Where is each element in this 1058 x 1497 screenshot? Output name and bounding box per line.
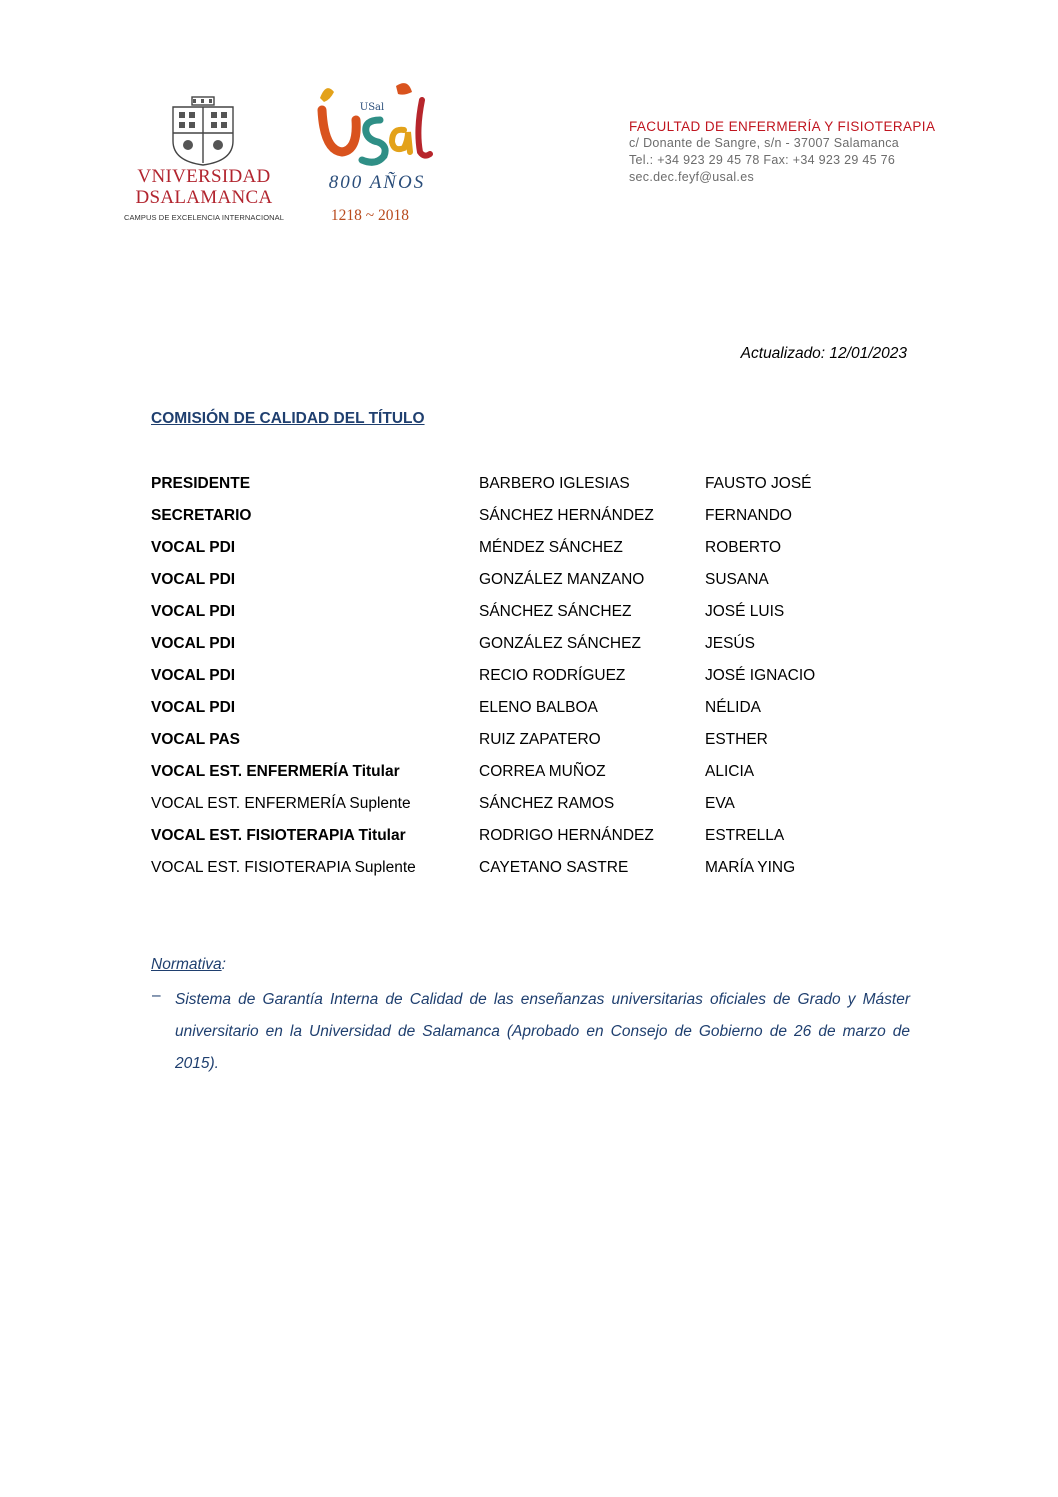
member-firstname: NÉLIDA <box>705 699 761 716</box>
member-role: VOCAL EST. ENFERMERÍA Titular <box>151 763 400 780</box>
university-crest-logo <box>163 95 243 167</box>
member-firstname: ALICIA <box>705 763 755 780</box>
normativa-text: Sistema de Garantía Interna de Calidad de las enseñanzas universitarias oficiales de Grado y Máster universitario en la Universidad de Salamanca (Aprobado en Consejo de Gobierno de 26 de marzo de 2015). <box>175 991 910 1072</box>
member-role: VOCAL PAS <box>151 731 240 748</box>
faculty-email: sec.dec.feyf@usal.es <box>629 170 754 184</box>
member-firstname: JOSÉ LUIS <box>705 603 785 620</box>
university-name-line1: VNIVERSIDAD <box>137 166 271 187</box>
anniversary-dates: 1218 ~ 2018 <box>330 207 410 224</box>
member-firstname: ROBERTO <box>705 539 782 556</box>
member-role: VOCAL EST. FISIOTERAPIA Suplente <box>151 859 416 876</box>
faculty-phone-fax: Tel.: +34 923 29 45 78 Fax: +34 923 29 45 76 <box>629 153 896 167</box>
member-row <box>151 568 911 600</box>
member-row <box>151 856 911 888</box>
member-firstname: SUSANA <box>705 571 769 588</box>
anniversary-logo-text: USal <box>359 102 385 113</box>
anniversary-logo <box>312 80 437 175</box>
member-row <box>151 824 911 856</box>
member-row <box>151 792 911 824</box>
member-role: VOCAL PDI <box>151 539 236 556</box>
member-role: VOCAL EST. FISIOTERAPIA Titular <box>151 827 406 844</box>
normativa-heading <box>151 956 226 974</box>
member-firstname: FERNANDO <box>705 507 792 524</box>
member-surname: BARBERO IGLESIAS <box>479 475 630 492</box>
member-row <box>151 504 911 536</box>
normativa-colon: : <box>221 956 226 973</box>
member-row <box>151 632 911 664</box>
member-firstname: ESTRELLA <box>705 827 785 844</box>
member-role: VOCAL PDI <box>151 603 236 620</box>
member-row <box>151 536 911 568</box>
member-role: VOCAL PDI <box>151 699 236 716</box>
university-name-line2: DSALAMANCA <box>135 187 273 208</box>
university-campus-tagline: CAMPUS DE EXCELENCIA INTERNACIONAL <box>123 213 285 222</box>
faculty-name: FACULTAD DE ENFERMERÍA Y FISIOTERAPIA <box>629 119 936 134</box>
member-surname: RUIZ ZAPATERO <box>479 731 601 748</box>
member-role: VOCAL PDI <box>151 667 236 684</box>
member-firstname: MARÍA YING <box>705 859 796 876</box>
member-firstname: JOSÉ IGNACIO <box>705 667 816 684</box>
member-surname: GONZÁLEZ SÁNCHEZ <box>479 635 641 652</box>
member-firstname: EVA <box>705 795 735 812</box>
member-role: PRESIDENTE <box>151 475 251 492</box>
member-surname: CAYETANO SASTRE <box>479 859 629 876</box>
faculty-info <box>629 118 935 186</box>
member-firstname: FAUSTO JOSÉ <box>705 475 812 492</box>
member-row <box>151 760 911 792</box>
committee-title: COMISIÓN DE CALIDAD DEL TÍTULO <box>151 410 425 427</box>
member-row <box>151 600 911 632</box>
member-surname: GONZÁLEZ MANZANO <box>479 571 645 588</box>
anniversary-years-label: 800 AÑOS <box>328 172 426 193</box>
member-surname: SÁNCHEZ HERNÁNDEZ <box>479 507 654 524</box>
updated-date: Actualizado: 12/01/2023 <box>740 345 907 362</box>
member-surname: CORREA MUÑOZ <box>479 763 606 780</box>
member-firstname: JESÚS <box>705 635 755 652</box>
member-surname: RODRIGO HERNÁNDEZ <box>479 827 654 844</box>
member-row <box>151 728 911 760</box>
member-surname: ELENO BALBOA <box>479 699 598 716</box>
member-role: VOCAL PDI <box>151 635 236 652</box>
normativa-label: Normativa <box>151 956 222 973</box>
members-table <box>151 472 911 888</box>
member-role: SECRETARIO <box>151 507 252 524</box>
member-surname: SÁNCHEZ RAMOS <box>479 795 615 812</box>
member-surname: RECIO RODRÍGUEZ <box>479 667 626 684</box>
member-row <box>151 664 911 696</box>
member-surname: MÉNDEZ SÁNCHEZ <box>479 539 623 556</box>
university-name <box>135 166 273 208</box>
member-role: VOCAL EST. ENFERMERÍA Suplente <box>151 795 411 812</box>
member-row <box>151 696 911 728</box>
member-firstname: ESTHER <box>705 731 768 748</box>
normativa-bullet: – <box>152 987 161 1004</box>
member-role: VOCAL PDI <box>151 571 236 588</box>
member-row <box>151 472 911 504</box>
faculty-address: c/ Donante de Sangre, s/n - 37007 Salamanca <box>629 136 900 150</box>
member-surname: SÁNCHEZ SÁNCHEZ <box>479 603 632 620</box>
